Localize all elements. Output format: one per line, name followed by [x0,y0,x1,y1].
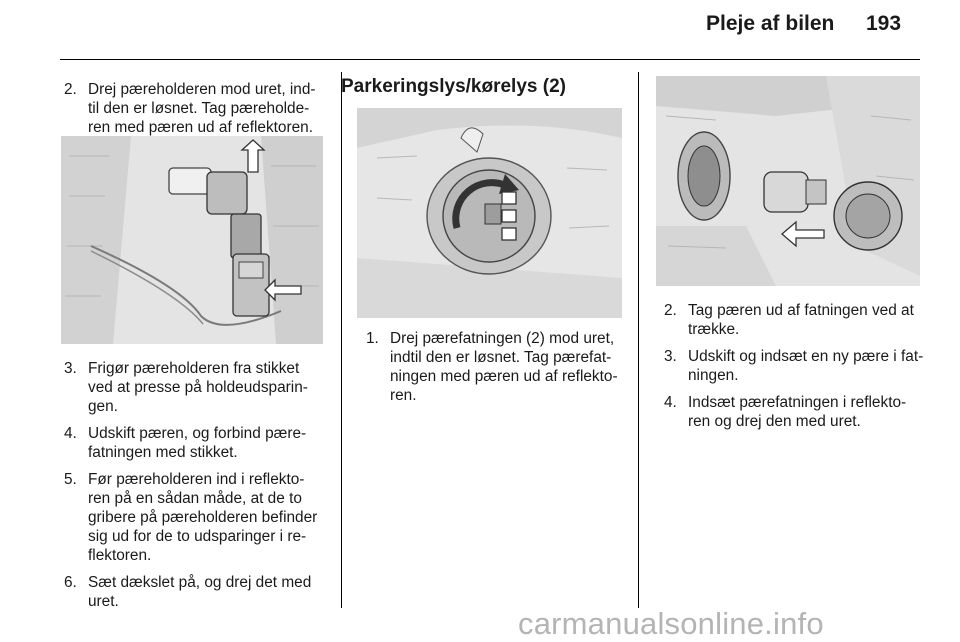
step-item [64,424,334,462]
step-number: 5. [64,471,77,488]
step-number: 2. [64,81,77,98]
step-text: Tag pæren ud af fatningen ved at trække. [688,302,914,338]
column-divider-right [638,72,639,608]
watermark-text: carmanualsonline.info [518,606,824,641]
figure-parking-light-socket [357,108,622,318]
step-text: Udskift og indsæt en ny pære i fat- ningen. [688,348,924,384]
page-title: Pleje af bilen [706,12,835,35]
step-number: 3. [64,360,77,377]
step-item [664,393,926,431]
figure-bulb-removal [656,76,920,286]
step-item [64,470,334,565]
step-number: 4. [664,394,677,411]
step-number: 2. [664,302,677,319]
step-number: 4. [64,425,77,442]
step-item [64,573,334,611]
step-item [664,301,926,339]
step-number: 3. [664,348,677,365]
step-text: Sæt dækslet på, og drej det med uret. [88,574,312,610]
column-divider-left [341,72,342,608]
step-item [64,359,334,416]
step-text: Udskift pæren, og forbind pære- fatningen med stikket. [88,425,307,461]
step-text: Drej pærefatningen (2) mod uret, indtil den er løsnet. Tag pærefat- ningen med pæren ud af reflekto- ren. [390,330,618,404]
left-column-bottom-steps [64,359,334,619]
step-item [64,80,332,137]
step-text: Før pæreholderen ind i reflekto- ren på en sådan måde, at de to gribere på pæreholderen befinder sig ud for de to udsparinger i re- flektoren. [88,471,318,564]
step-number: 1. [366,330,379,347]
step-text: Frigør pæreholderen fra stikket ved at presse på holdeudsparin- gen. [88,360,308,415]
step-number: 6. [64,574,77,591]
page-number: 193 [866,12,902,35]
right-column-steps [664,301,926,439]
header-rule [60,59,920,60]
section-heading: Parkeringslys/kørelys (2) [341,76,566,97]
middle-column-steps [366,329,632,413]
figure-bulb-holder [61,136,323,344]
step-text: Drej pæreholderen mod uret, ind- til den er løsnet. Tag pæreholde- ren med pæren ud af reflektoren. [88,81,316,136]
step-item [366,329,632,405]
step-text: Indsæt pærefatningen i reflekto- ren og drej den med uret. [688,394,907,430]
step-item [664,347,926,385]
